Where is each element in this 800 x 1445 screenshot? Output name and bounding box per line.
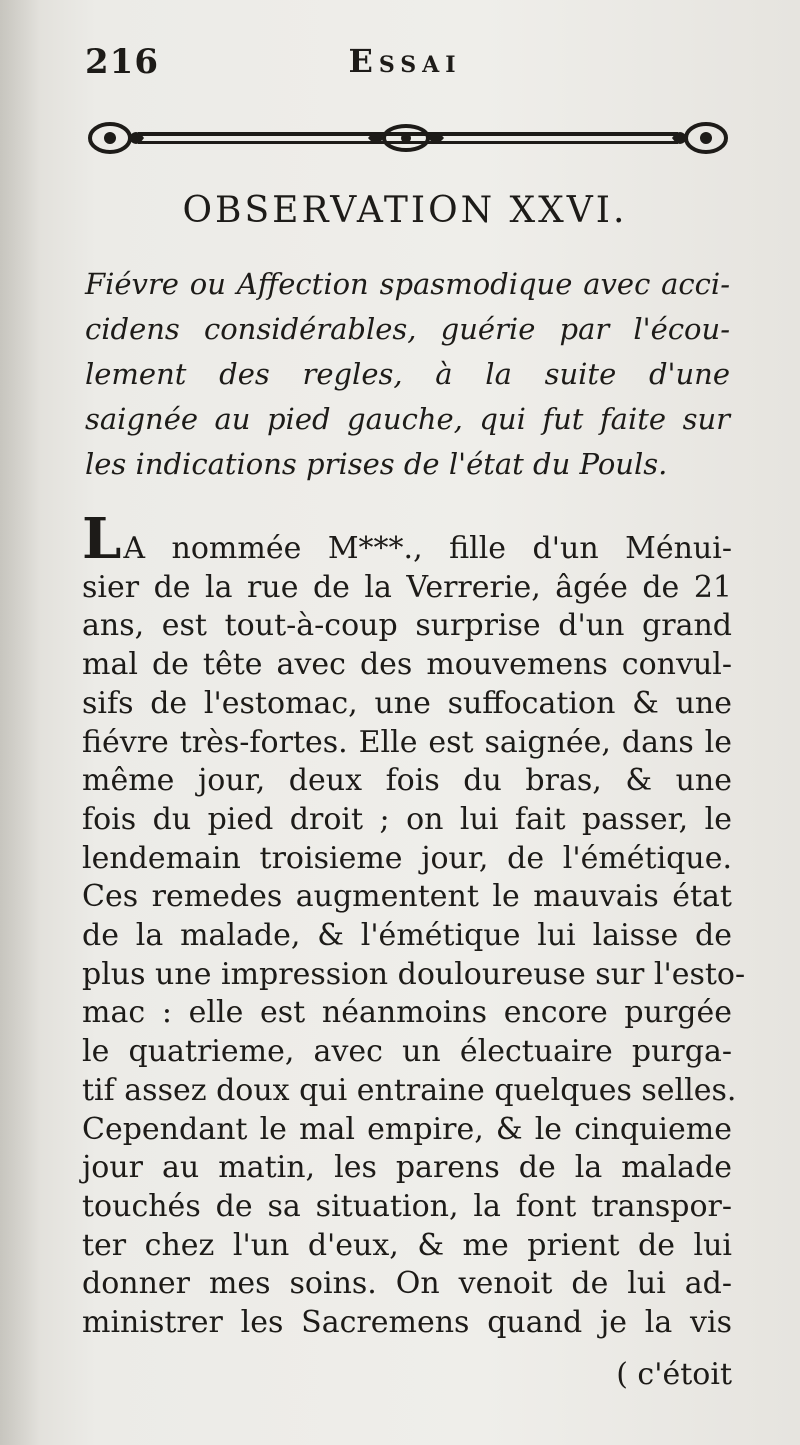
body-line: mac : elle est néanmoins encore purgée <box>82 995 732 1031</box>
ornamental-rule <box>88 118 728 162</box>
summary-line: saignée au pied gauche, qui fut faite sur <box>85 402 730 436</box>
body-text <box>82 506 746 1343</box>
summary-line: Fiévre ou Affection spasmodique avec acci- <box>85 267 730 301</box>
summary-line: les indications prises de l'état du Pouls. <box>85 447 668 481</box>
page-number: 216 <box>85 42 159 82</box>
body-line: tif assez doux qui entraine quelques selles. <box>82 1072 737 1108</box>
body-line: fois du pied droit ; on lui fait passer, le <box>82 801 732 837</box>
running-title: Essai <box>348 42 462 80</box>
body-line: ter chez l'un d'eux, & me prient de lui <box>82 1227 732 1263</box>
body-line: donner mes soins. On venoit de lui ad- <box>82 1266 732 1302</box>
summary-line: lement des regles, à la suite d'une <box>85 357 730 391</box>
body-line: le quatrieme, avec un électuaire purga- <box>82 1034 732 1070</box>
body-line: sier de la rue de la Verrerie, âgée de 21 <box>82 569 732 605</box>
body-line: plus une impression douloureuse sur l'esto- <box>82 956 746 992</box>
body-first-line <box>82 506 732 572</box>
body-line: sifs de l'estomac, une suffocation & une <box>82 685 732 721</box>
body-line: mal de tête avec des mouvemens convul- <box>82 647 732 683</box>
body-first-line-text: A nommée M***., fille d'un Ménui- <box>123 531 732 566</box>
observation-summary <box>85 262 730 487</box>
body-line: jour au matin, les parens de la malade <box>82 1150 732 1186</box>
page-gutter-shadow <box>0 0 40 1445</box>
body-line: de la malade, & l'émétique lui laisse de <box>82 918 732 954</box>
summary-line: cidens considérables, guérie par l'écou- <box>85 312 730 346</box>
body-line: touchés de sa situation, la font transpor- <box>82 1188 732 1224</box>
body-line: ministrer les Sacremens quand je la vis <box>82 1305 732 1341</box>
body-line: fiévre très-fortes. Elle est saignée, dans le <box>82 724 732 760</box>
body-line: même jour, deux fois du bras, & une <box>82 763 732 799</box>
observation-title: OBSERVATION XXVI. <box>182 190 628 231</box>
body-line: lendemain troisieme jour, de l'émétique. <box>82 840 732 876</box>
body-line: ans, est tout-à-coup surprise d'un grand <box>82 608 732 644</box>
body-line: Ces remedes augmentent le mauvais état <box>82 879 732 915</box>
catchword: ( c'étoit <box>616 1357 732 1392</box>
running-head <box>85 42 725 86</box>
body-line: Cependant le mal empire, & le cinquieme <box>82 1111 732 1147</box>
drop-capital: L <box>82 506 124 572</box>
